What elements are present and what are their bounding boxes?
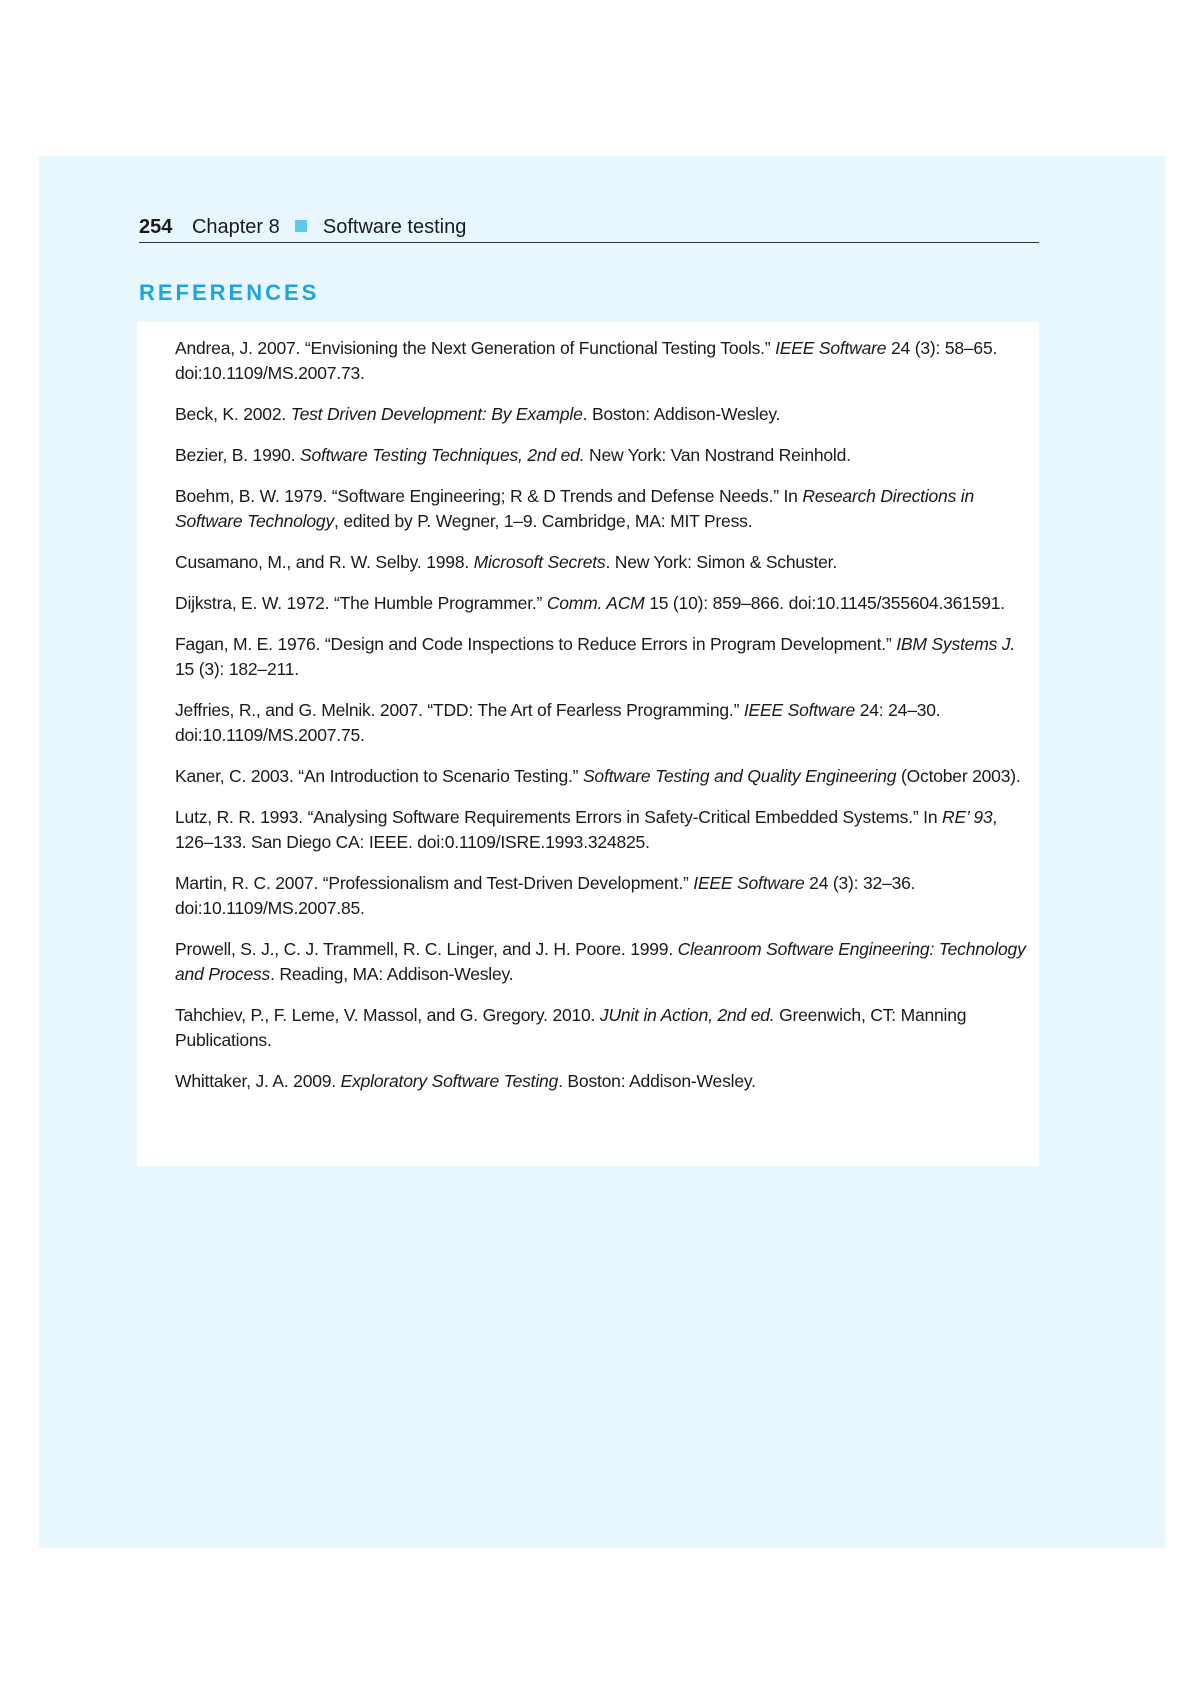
reference-item: Tahchiev, P., F. Leme, V. Massol, and G. Gregory. 2010. JUnit in Action, 2nd ed. Greenwich, CT: Manning Publications. bbox=[175, 1005, 967, 1050]
reference-item: Beck, K. 2002. Test Driven Development: By Example. Boston: Addison-Wesley. bbox=[175, 404, 781, 424]
reference-item: Andrea, J. 2007. “Envisioning the Next Generation of Functional Testing Tools.” IEEE Software 24 (3): 58–65. doi:10.1109/MS.2007.73. bbox=[175, 338, 998, 383]
reference-item: Boehm, B. W. 1979. “Software Engineering; R & D Trends and Defense Needs.” In Research Directions in Software Technology, edited by P. Wegner, 1–9. Cambridge, MA: MIT Press. bbox=[175, 486, 975, 531]
book-page bbox=[39, 156, 1165, 1548]
references-heading: REFERENCES bbox=[139, 280, 320, 305]
reference-item: Cusamano, M., and R. W. Selby. 1998. Microsoft Secrets. New York: Simon & Schuster. bbox=[175, 552, 837, 572]
reference-item: Martin, R. C. 2007. “Professionalism and Test-Driven Development.” IEEE Software 24 (3): 32–36. doi:10.1109/MS.2007.85. bbox=[175, 873, 916, 918]
section-label: Software testing bbox=[322, 216, 467, 238]
running-head bbox=[139, 212, 1039, 243]
reference-item: Dijkstra, E. W. 1972. “The Humble Programmer.” Comm. ACM 15 (10): 859–866. doi:10.1145/355604.361591. bbox=[175, 593, 1005, 613]
reference-item: Prowell, S. J., C. J. Trammell, R. C. Linger, and J. H. Poore. 1999. Cleanroom Software Engineering: Technology and Process. Reading, MA: Addison-Wesley. bbox=[175, 939, 1026, 984]
reference-item: Bezier, B. 1990. Software Testing Techniques, 2nd ed. New York: Van Nostrand Reinhold. bbox=[175, 445, 851, 465]
chapter-label: Chapter 8 bbox=[191, 216, 280, 238]
page-number: 254 bbox=[139, 216, 173, 238]
reference-list bbox=[137, 322, 1039, 1166]
reference-item: Lutz, R. R. 1993. “Analysing Software Requirements Errors in Safety-Critical Embedded Systems.” In RE’ 93, 126–133. San Diego CA: IEEE. doi:0.1109/ISRE.1993.324825. bbox=[175, 807, 998, 852]
reference-item: Whittaker, J. A. 2009. Exploratory Software Testing. Boston: Addison-Wesley. bbox=[175, 1071, 756, 1091]
reference-item: Jeffries, R., and G. Melnik. 2007. “TDD: The Art of Fearless Programming.” IEEE Software 24: 24–30. doi:10.1109/MS.2007.75. bbox=[175, 700, 941, 745]
reference-item: Kaner, C. 2003. “An Introduction to Scenario Testing.” Software Testing and Quality Engineering (October 2003). bbox=[175, 766, 1021, 786]
reference-item: Fagan, M. E. 1976. “Design and Code Inspections to Reduce Errors in Program Development.” IBM Systems J. 15 (3): 182–211. bbox=[175, 634, 1016, 679]
square-bullet-icon bbox=[295, 220, 307, 232]
